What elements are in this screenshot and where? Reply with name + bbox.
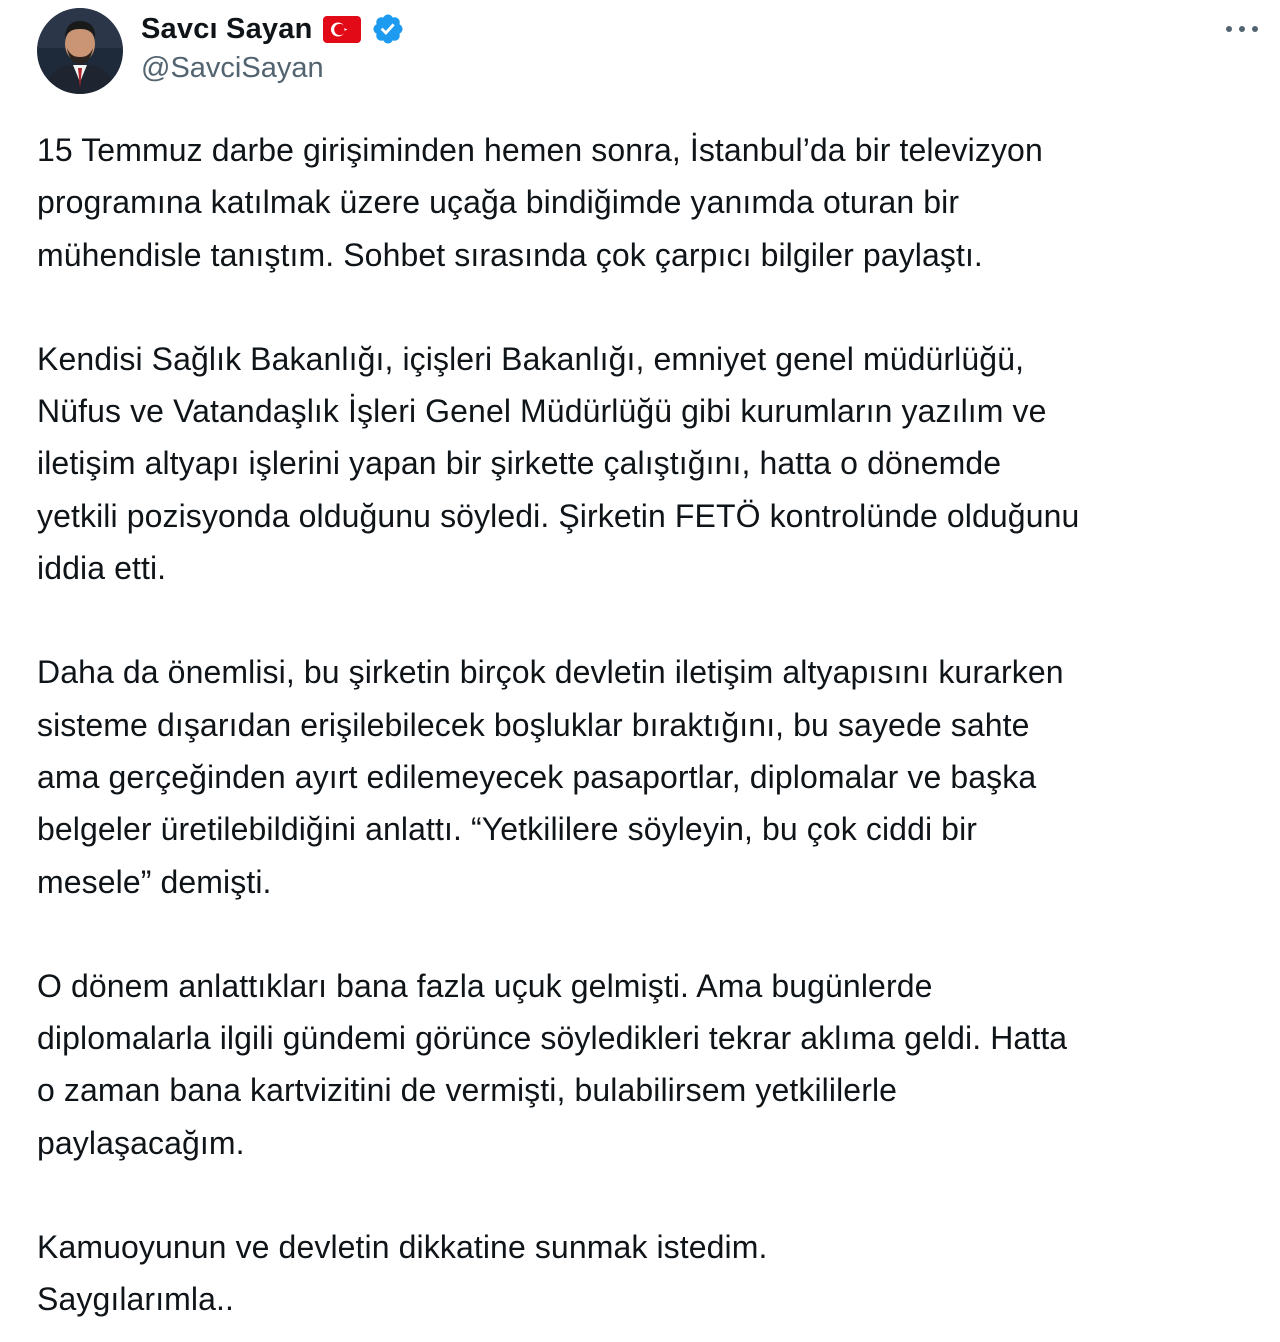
- text-line: iletişim altyapı işlerini yapan bir şirkette çalıştığını, hatta o dönemde: [37, 445, 1002, 482]
- text-line: paylaşacağım.: [37, 1124, 245, 1161]
- paragraph-5: [37, 1221, 1273, 1326]
- text-line: Nüfus ve Vatandaşlık İşleri Genel Müdürlüğü gibi kurumların yazılım ve: [37, 393, 1047, 430]
- text-line: Daha da önemlisi, bu şirketin birçok devletin iletişim altyapısını kurarken: [37, 654, 1064, 691]
- handle[interactable]: @SavciSayan: [141, 52, 324, 84]
- text-line: Kendisi Sağlık Bakanlığı, içişleri Bakanlığı, emniyet genel müdürlüğü,: [37, 340, 1025, 377]
- more-options-icon: [1225, 25, 1259, 33]
- text-line: belgeler üretilebildiğini anlattı. “Yetkililere söyleyin, bu çok ciddi bir: [37, 811, 978, 848]
- text-line: o zaman bana kartvizitini de vermişti, bulabilirsem yetkililerle: [37, 1072, 898, 1109]
- text-line: Saygılarımla..: [37, 1281, 235, 1318]
- text-line: yetkili pozisyonda olduğunu söyledi. Şirketin FETÖ kontrolünde olduğunu: [37, 497, 1080, 534]
- paragraph-1: [37, 124, 1273, 281]
- text-line: diplomalarla ilgili gündemi görünce söyledikleri tekrar aklıma geldi. Hatta: [37, 1020, 1068, 1057]
- text-line: mesele” demişti.: [37, 863, 272, 900]
- avatar[interactable]: [37, 8, 123, 94]
- text-line: Kamuoyunun ve devletin dikkatine sunmak istedim.: [37, 1229, 768, 1266]
- text-line: mühendisle tanıştım. Sohbet sırasında çok çarpıcı bilgiler paylaştı.: [37, 236, 983, 273]
- paragraph-3: [37, 646, 1273, 907]
- turkey-flag-icon: [323, 16, 361, 43]
- text-line: programına katılmak üzere uçağa bindiğimde yanımda oturan bir: [37, 184, 960, 221]
- avatar-icon: [37, 8, 123, 94]
- paragraph-2: [37, 333, 1273, 594]
- paragraph-4: [37, 960, 1273, 1169]
- text-line: sisteme dışarıdan erişilebilecek boşluklar bıraktığını, bu sayede sahte: [37, 706, 1030, 743]
- text-line: iddia etti.: [37, 550, 167, 587]
- text-line: 15 Temmuz darbe girişiminden hemen sonra, İstanbul’da bir televizyon: [37, 132, 1043, 168]
- text-line: ama gerçeğinden ayırt edilemeyecek pasaportlar, diplomalar ve başka: [37, 758, 1037, 795]
- author-name-row: [141, 9, 405, 49]
- text-line: O dönem anlattıkları bana fazla uçuk gelmişti. Ama bugünlerde: [37, 967, 933, 1004]
- display-name[interactable]: Savcı Sayan: [141, 12, 313, 45]
- more-options-button[interactable]: [1222, 16, 1262, 42]
- tweet-text: [37, 124, 1273, 1326]
- verified-badge-icon: [371, 12, 405, 46]
